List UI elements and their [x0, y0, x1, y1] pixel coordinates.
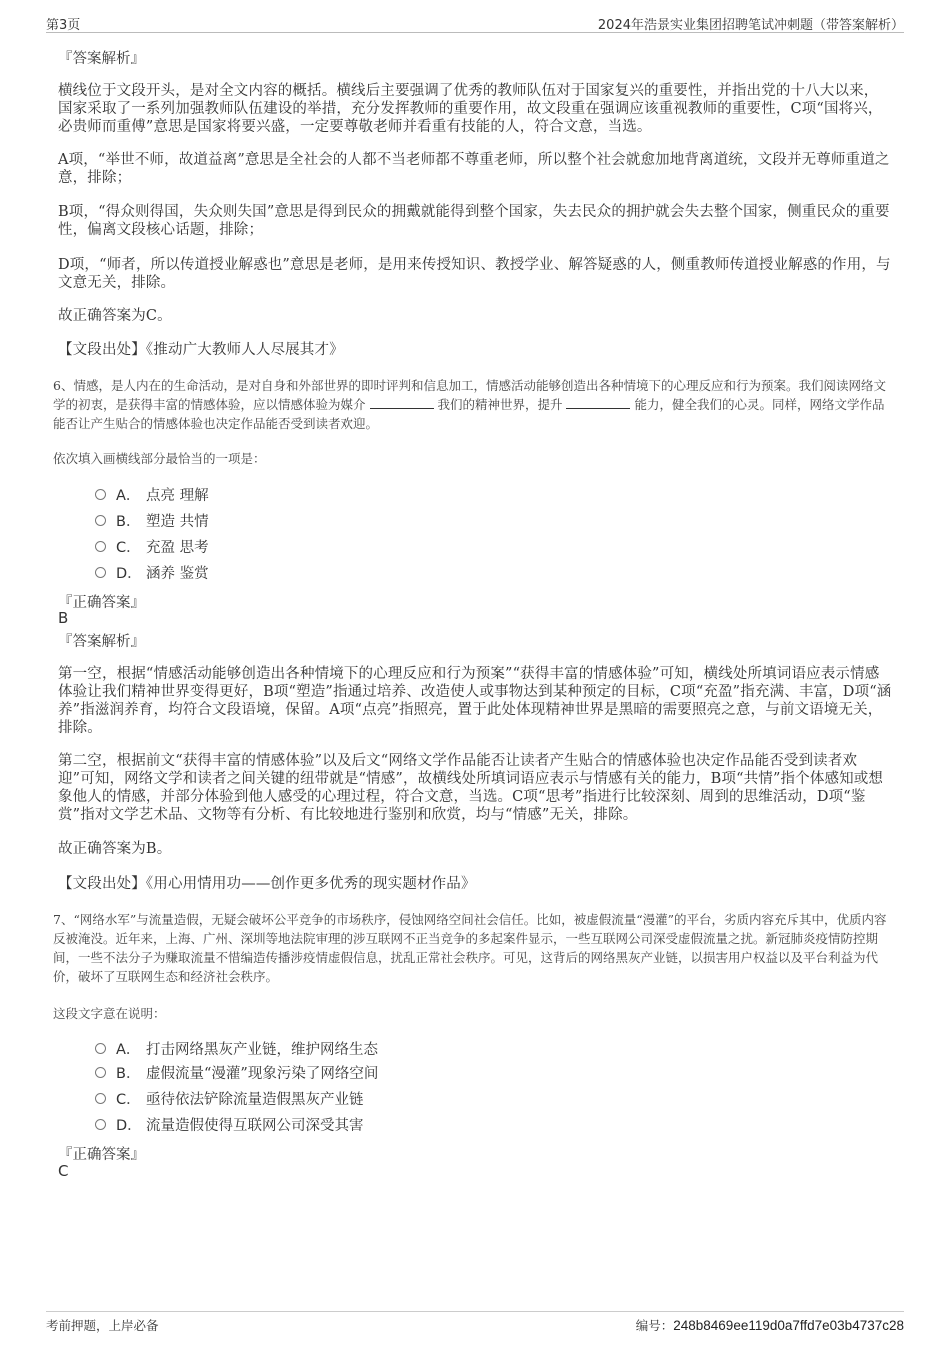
- option-letter: A．: [116, 487, 141, 504]
- question-7-stem: 7、“网络水军”与流量造假，无疑会破坏公平竞争的市场秩序，侵蚀网络空间社会信任。比如，被虚假流量“漫灌”的平台，劣质内容充斥其中，优质内容反被淹没。近年来，上海、广州、深圳等地法院审理的涉互联网不正当竞争的多起案件显示，一些互联网公司深受虚假流量之扰。新冠肺炎疫情防控期间，一些不法分子为赚取流量不惜编造传播涉疫情虚假信息，扰乱正常社会秩序。可见，这背后的网络黑灰产业链，以损害用户权益以及平台利益为代价，破坏了互联网生态和经济社会秩序。: [53, 912, 887, 984]
- source-citation: 【文段出处】《用心用情用功——创作更多优秀的现实题材作品》: [58, 876, 476, 892]
- page-number: 第3页: [46, 18, 81, 33]
- option-letter: C．: [116, 1091, 141, 1108]
- analysis-label: 『答案解析』: [58, 51, 145, 67]
- stem-text: 6、情感，是人内在的生命活动，是对自身和外部世界的即时评判和信息加工，情感活动能够创造出各种情境下的心理反应和行为预案。我们阅读网络文学的初衷，是获得丰富的情感体验，应以情感体验为媒介: [53, 378, 886, 412]
- conclusion: 故正确答案为B。: [58, 841, 172, 857]
- option-b[interactable]: [95, 509, 209, 531]
- option-a[interactable]: [95, 1037, 378, 1059]
- option-a[interactable]: [95, 483, 209, 505]
- option-text: 亟待依法铲除流量造假黑灰产业链: [146, 1091, 364, 1108]
- option-text: 涵养 鉴赏: [146, 565, 209, 582]
- question-6-stem: [53, 376, 895, 433]
- answer-blank: [370, 396, 434, 409]
- correct-answer-label: 『正确答案』: [58, 1147, 145, 1163]
- radio-icon[interactable]: [95, 1067, 106, 1078]
- option-d[interactable]: [95, 561, 209, 583]
- radio-icon[interactable]: [95, 515, 106, 526]
- analysis-paragraph: A项，“举世不师，故道益离”意思是全社会的人都不当老师都不尊重老师，所以整个社会就愈加地背离道统，文段并无尊师重道之意，排除；: [58, 152, 890, 186]
- option-letter: D．: [116, 565, 142, 582]
- analysis-paragraph: 第一空，根据“情感活动能够创造出各种情境下的心理反应和行为预案”“获得丰富的情感体验”可知，横线处所填词语应表示情感体验让我们精神世界变得更好，B项“塑造”指通过培养、改造使人或事物达到某种预定的目标，C项“充盈”指充满、丰富，D项“涵养”指滋润养育，均符合文段语境，保留。A项“点亮”指照亮，置于此处体现精神世界是黑暗的需要照亮之意，与前文语境无关，排除。: [58, 666, 892, 736]
- option-text: 虚假流量“漫灌”现象污染了网络空间: [146, 1065, 379, 1082]
- document-id: [636, 1316, 904, 1334]
- correct-answer: B: [58, 609, 69, 627]
- option-text: 点亮 理解: [146, 487, 209, 504]
- option-letter: C．: [116, 539, 141, 556]
- footer-slogan: 考前押题，上岸必备: [46, 1318, 159, 1333]
- document-title: 2024年浩景实业集团招聘笔试冲刺题（带答案解析）: [597, 18, 904, 33]
- answer-blank: [566, 396, 630, 409]
- question-instruction: 这段文字意在说明：: [53, 1006, 166, 1021]
- option-text: 流量造假使得互联网公司深受其害: [146, 1117, 364, 1134]
- correct-answer-label: 『正确答案』: [58, 595, 145, 611]
- stem-text: 我们的精神世界，提升: [437, 397, 563, 412]
- option-c[interactable]: [95, 535, 209, 557]
- stem-text: 能力，健全我们的心灵。同样，网络文学作品能否让产生贴合的情感体验也决定作品能否受到读者欢迎。: [53, 397, 885, 431]
- analysis-paragraph: D项，“师者，所以传道授业解惑也”意思是老师，是用来传授知识、教授学业、解答疑惑的人，侧重教师传道授业解惑的作用，与文意无关，排除。: [58, 257, 891, 291]
- analysis-paragraph: 第二空，根据前文“获得丰富的情感体验”以及后文“网络文学作品能否让读者产生贴合的情感体验也决定作品能否受到读者欢迎”可知，网络文学和读者之间关键的纽带就是“情感”，故横线处所填词语应表示与情感有关的能力，B项“共情”指个体感知或想象他人的情感，并部分体验到他人感受的心理过程，符合文意，当选。C项“思考”指进行比较深刻、周到的思维活动，D项“鉴赏”指对文学艺术品、文物等有分析、有比较地进行鉴别和欣赏，均与“情感”无关，排除。: [58, 753, 884, 823]
- source-citation: 【文段出处】《推动广大教师人人尽展其才》: [58, 342, 344, 358]
- option-letter: D．: [116, 1117, 142, 1134]
- page-footer: [46, 1311, 904, 1338]
- question-instruction: 依次填入画横线部分最恰当的一项是：: [53, 451, 266, 466]
- option-text: 塑造 共情: [146, 513, 209, 530]
- option-d[interactable]: [95, 1113, 364, 1135]
- option-text: 打击网络黑灰产业链，维护网络生态: [146, 1041, 378, 1058]
- option-c[interactable]: [95, 1087, 364, 1109]
- radio-icon[interactable]: [95, 489, 106, 500]
- document-id-code: 248b8469ee119d0a7ffd7e03b4737c28: [673, 1318, 904, 1333]
- radio-icon[interactable]: [95, 1093, 106, 1104]
- option-letter: B．: [116, 1065, 141, 1082]
- correct-answer: C: [58, 1162, 69, 1180]
- option-b[interactable]: [95, 1061, 378, 1083]
- conclusion: 故正确答案为C。: [58, 308, 172, 324]
- page-header: [46, 12, 904, 33]
- option-letter: B．: [116, 513, 141, 530]
- analysis-paragraph: 横线位于文段开头，是对全文内容的概括。横线后主要强调了优秀的教师队伍对于国家复兴的重要性，并指出党的十八大以来，国家采取了一系列加强教师队伍建设的举措，充分发挥教师的重要作用，故文段重在强调应该重视教师的重要性，C项“国将兴，必贵师而重傅”意思是国家将要兴盛，一定要尊敬老师并看重有技能的人，符合文意，当选。: [58, 83, 883, 135]
- document-id-label: 编号：: [635, 1318, 674, 1333]
- analysis-label: 『答案解析』: [58, 634, 145, 650]
- radio-icon[interactable]: [95, 1119, 106, 1130]
- radio-icon[interactable]: [95, 567, 106, 578]
- option-letter: A．: [116, 1041, 141, 1058]
- radio-icon[interactable]: [95, 1043, 106, 1054]
- analysis-paragraph: B项，“得众则得国，失众则失国”意思是得到民众的拥戴就能得到整个国家，失去民众的拥护就会失去整个国家，侧重民众的重要性，偏离文段核心话题，排除；: [58, 204, 890, 238]
- option-text: 充盈 思考: [146, 539, 209, 556]
- radio-icon[interactable]: [95, 541, 106, 552]
